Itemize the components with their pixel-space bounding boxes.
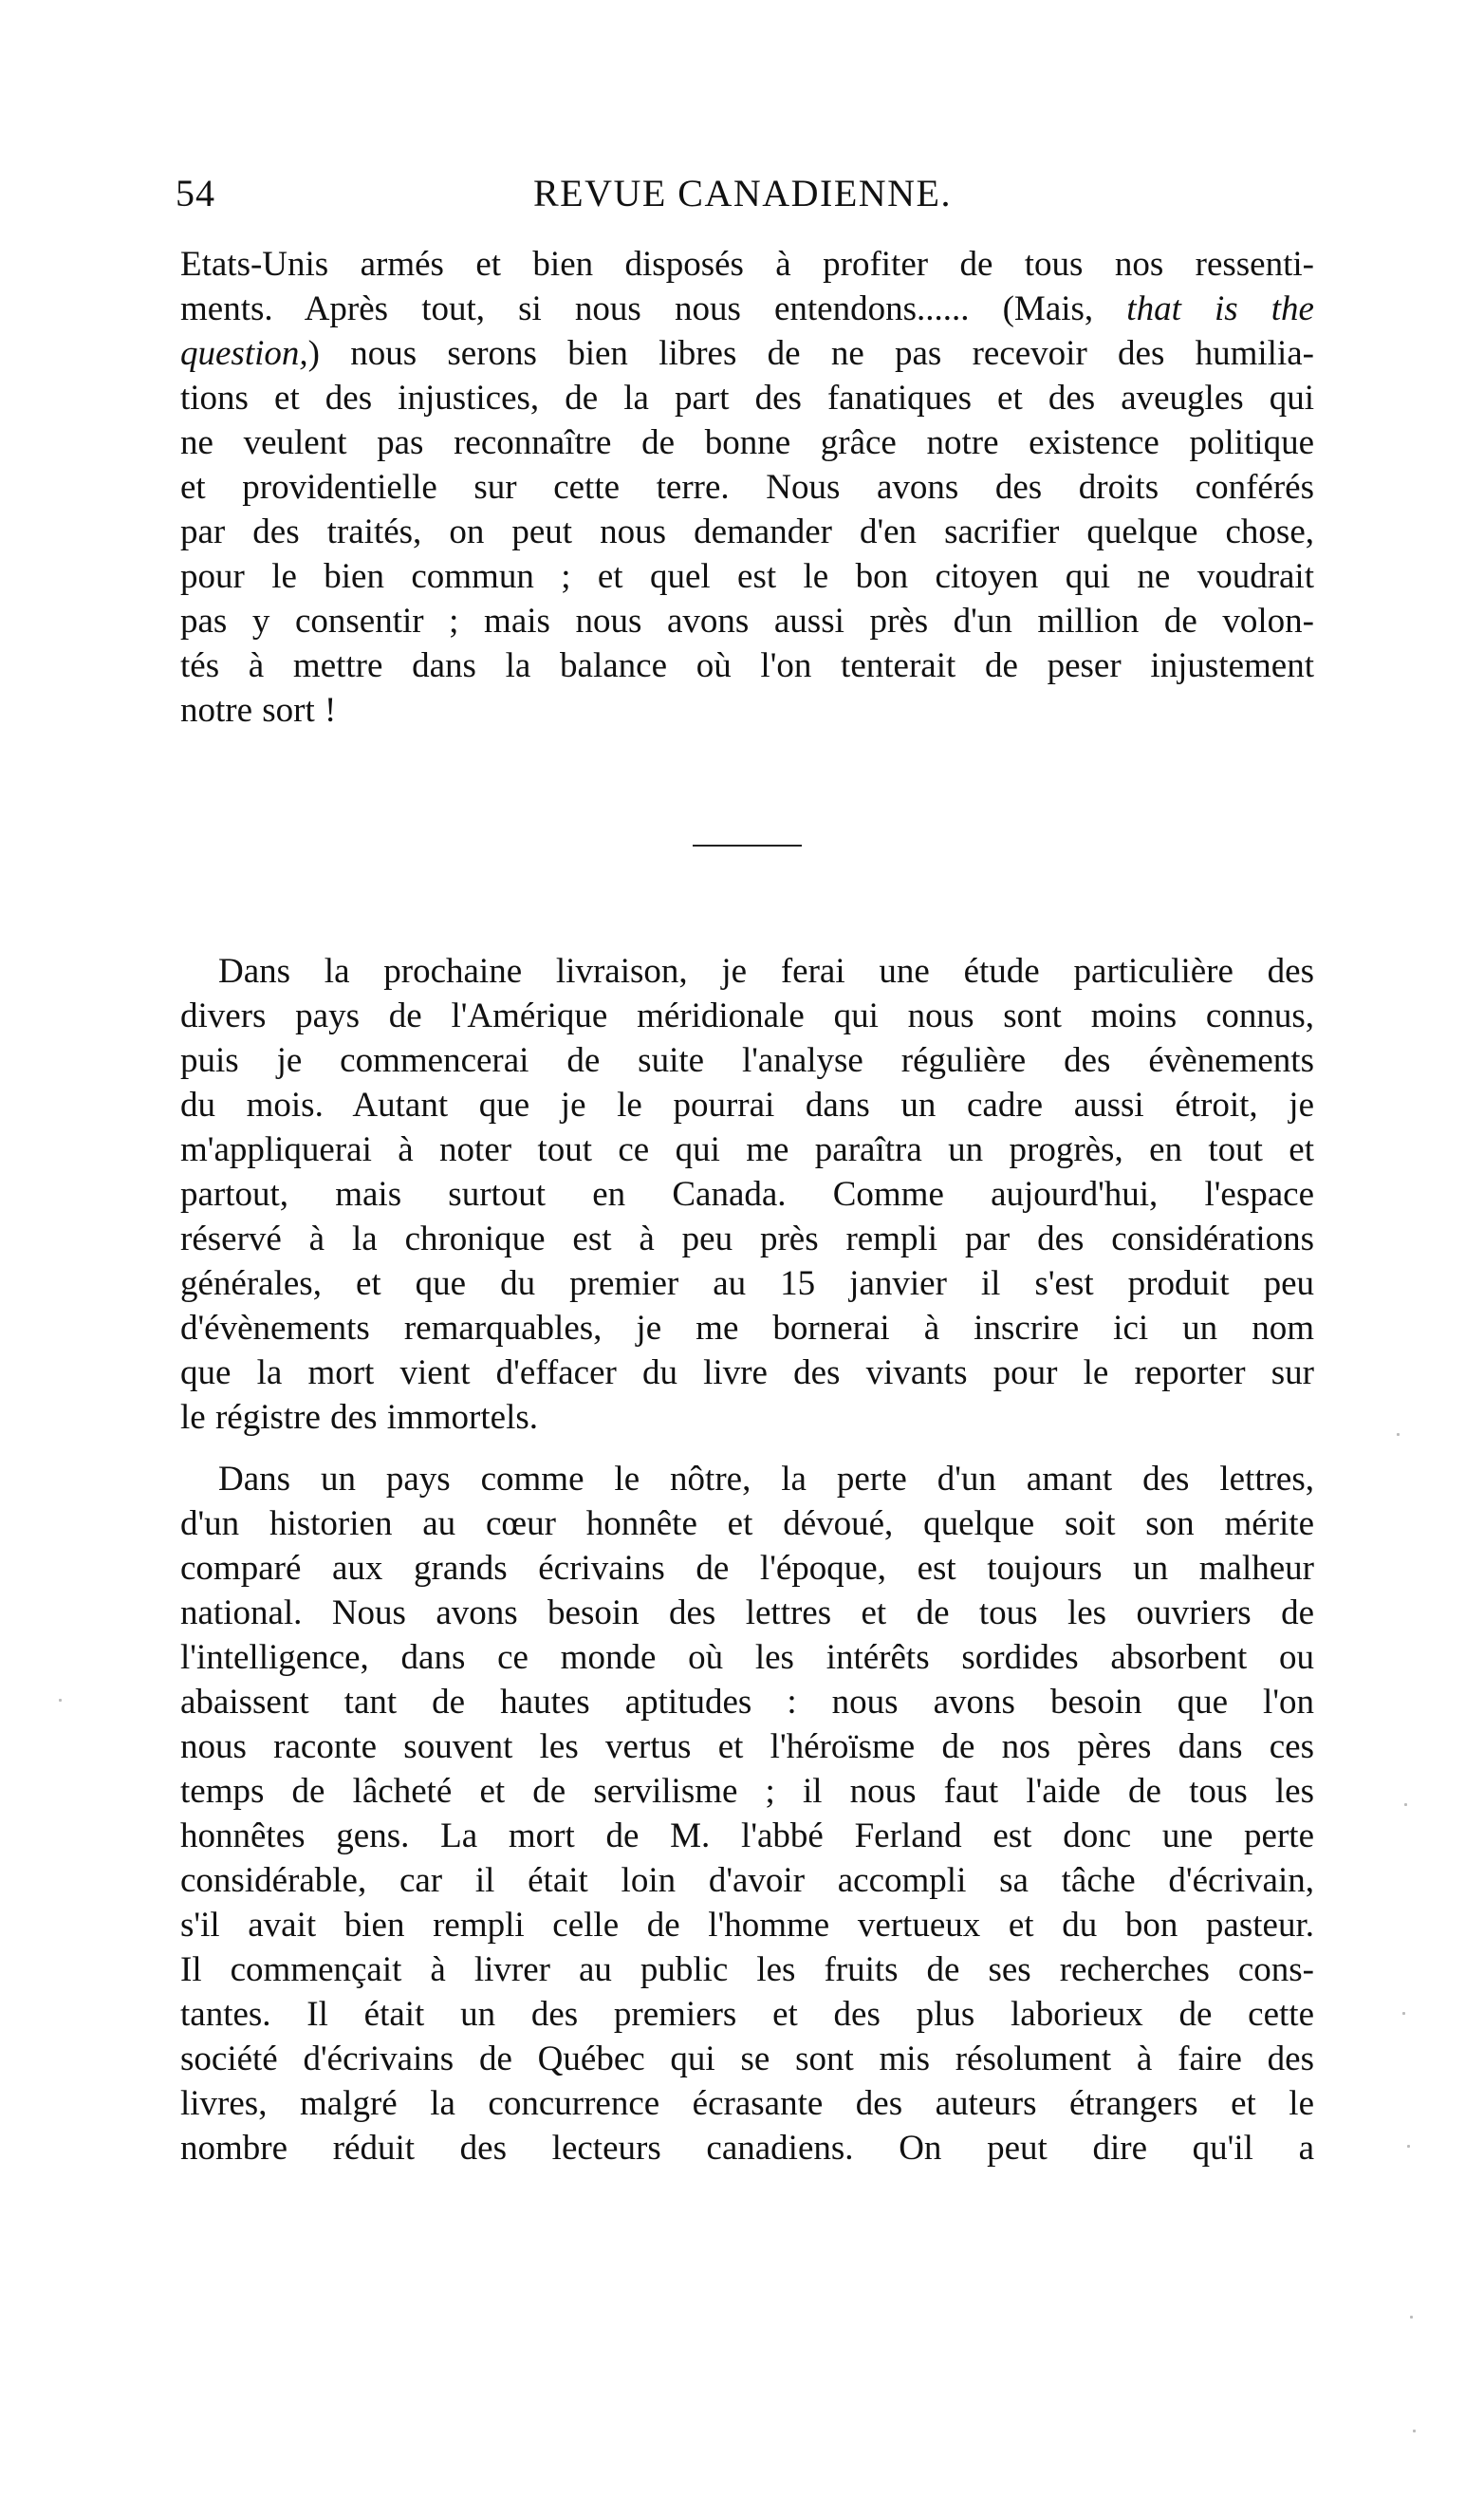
text-line: générales, et que du premier au 15 janvier il s'est produit peu: [180, 1264, 1314, 1303]
text-line: honnêtes gens. La mort de M. l'abbé Ferland est donc une perte: [180, 1816, 1314, 1855]
text-line: tés à mettre dans la balance où l'on tenterait de peser injustement: [180, 646, 1314, 685]
text-run: ) nous serons bien libres de ne pas recevoir des humilia-: [307, 334, 1314, 373]
text-line: que la mort vient d'effacer du livre des vivants pour le reporter sur: [180, 1353, 1314, 1392]
text-line: comparé aux grands écrivains de l'époque, est toujours un malheur: [180, 1549, 1314, 1588]
running-head: REVUE CANADIENNE.: [532, 172, 952, 214]
text-line: du mois. Autant que je le pourrai dans un cadre aussi étroit, je: [180, 1086, 1314, 1125]
page-number: 54: [176, 172, 215, 214]
text-line: livres, malgré la concurrence écrasante des auteurs étrangers et le: [180, 2084, 1314, 2123]
text-line: et providentielle sur cette terre. Nous avons des droits conférés: [180, 468, 1314, 507]
text-line: partout, mais surtout en Canada. Comme aujourd'hui, l'espace: [180, 1175, 1314, 1214]
text-line: d'évènements remarquables, je me bornerai à inscrire ici un nom: [180, 1309, 1314, 1348]
section-divider: [693, 845, 802, 847]
text-line: [180, 331, 1314, 376]
text-line: réservé à la chronique est à peu près rempli par des considérations: [180, 1220, 1314, 1258]
scan-speck: [1397, 1433, 1400, 1436]
text-line: Il commençait à livrer au public les fruits de ses recherches cons-: [180, 1950, 1314, 1989]
text-line: tions et des injustices, de la part des fanatiques et des aveugles qui: [180, 379, 1314, 418]
text-line: divers pays de l'Amérique méridionale qui nous sont moins connus,: [180, 997, 1314, 1035]
scan-speck: [1402, 2012, 1405, 2015]
text-line: nombre réduit des lecteurs canadiens. On peut dire qu'il a: [180, 2129, 1314, 2168]
text-line: pas y consentir ; mais nous avons aussi près d'un million de volon-: [180, 602, 1314, 641]
italic-text: question,: [180, 334, 308, 373]
text-line: notre sort !: [180, 691, 337, 730]
text-line: puis je commencerai de suite l'analyse régulière des évènements: [180, 1041, 1314, 1080]
scan-speck: [1410, 2316, 1413, 2319]
text-line: national. Nous avons besoin des lettres et de tous les ouvriers de: [180, 1593, 1314, 1632]
text-line: Dans un pays comme le nôtre, la perte d'un amant des lettres,: [218, 1460, 1314, 1499]
text-line: tantes. Il était un des premiers et des plus laborieux de cette: [180, 1995, 1314, 2034]
scan-speck: [1404, 1803, 1407, 1806]
text-line: abaissent tant de hautes aptitudes : nous avons besoin que l'on: [180, 1683, 1314, 1722]
text-line: considérable, car il était loin d'avoir accompli sa tâche d'écrivain,: [180, 1861, 1314, 1900]
text-line: [180, 287, 1314, 331]
page-header: [171, 171, 1314, 228]
text-line: par des traités, on peut nous demander d'en sacrifier quelque chose,: [180, 512, 1314, 551]
text-line: nous raconte souvent les vertus et l'héroïsme de nos pères dans ces: [180, 1727, 1314, 1766]
italic-text: that is the: [1126, 289, 1314, 328]
text-line: ne veulent pas reconnaître de bonne grâce notre existence politique: [180, 423, 1314, 462]
text-line: le régistre des immortels.: [180, 1398, 539, 1437]
paragraph-3: [180, 1457, 1314, 2170]
text-line: s'il avait bien rempli celle de l'homme vertueux et du bon pasteur.: [180, 1906, 1314, 1945]
scan-speck: [1407, 2145, 1410, 2148]
text-run: ments. Après tout, si nous nous entendons...... (Mais,: [180, 289, 1127, 328]
text-line: m'appliquerai à noter tout ce qui me paraîtra un progrès, en tout et: [180, 1130, 1314, 1169]
scan-speck: [1413, 2430, 1416, 2432]
paragraph-2: [180, 949, 1314, 1440]
text-line: société d'écrivains de Québec qui se sont mis résolument à faire des: [180, 2040, 1314, 2078]
text-line: Dans la prochaine livraison, je ferai une étude particulière des: [218, 952, 1314, 991]
text-line: l'intelligence, dans ce monde où les intérêts sordides absorbent ou: [180, 1638, 1314, 1677]
text-line: pour le bien commun ; et quel est le bon citoyen qui ne voudrait: [180, 557, 1314, 596]
paragraph-1: [180, 242, 1314, 733]
text-line: temps de lâcheté et de servilisme ; il nous faut l'aide de tous les: [180, 1772, 1314, 1811]
text-line: d'un historien au cœur honnête et dévoué, quelque soit son mérite: [180, 1504, 1314, 1543]
text-line: Etats-Unis armés et bien disposés à profiter de tous nos ressenti-: [180, 245, 1314, 284]
scan-speck: [59, 1699, 62, 1702]
